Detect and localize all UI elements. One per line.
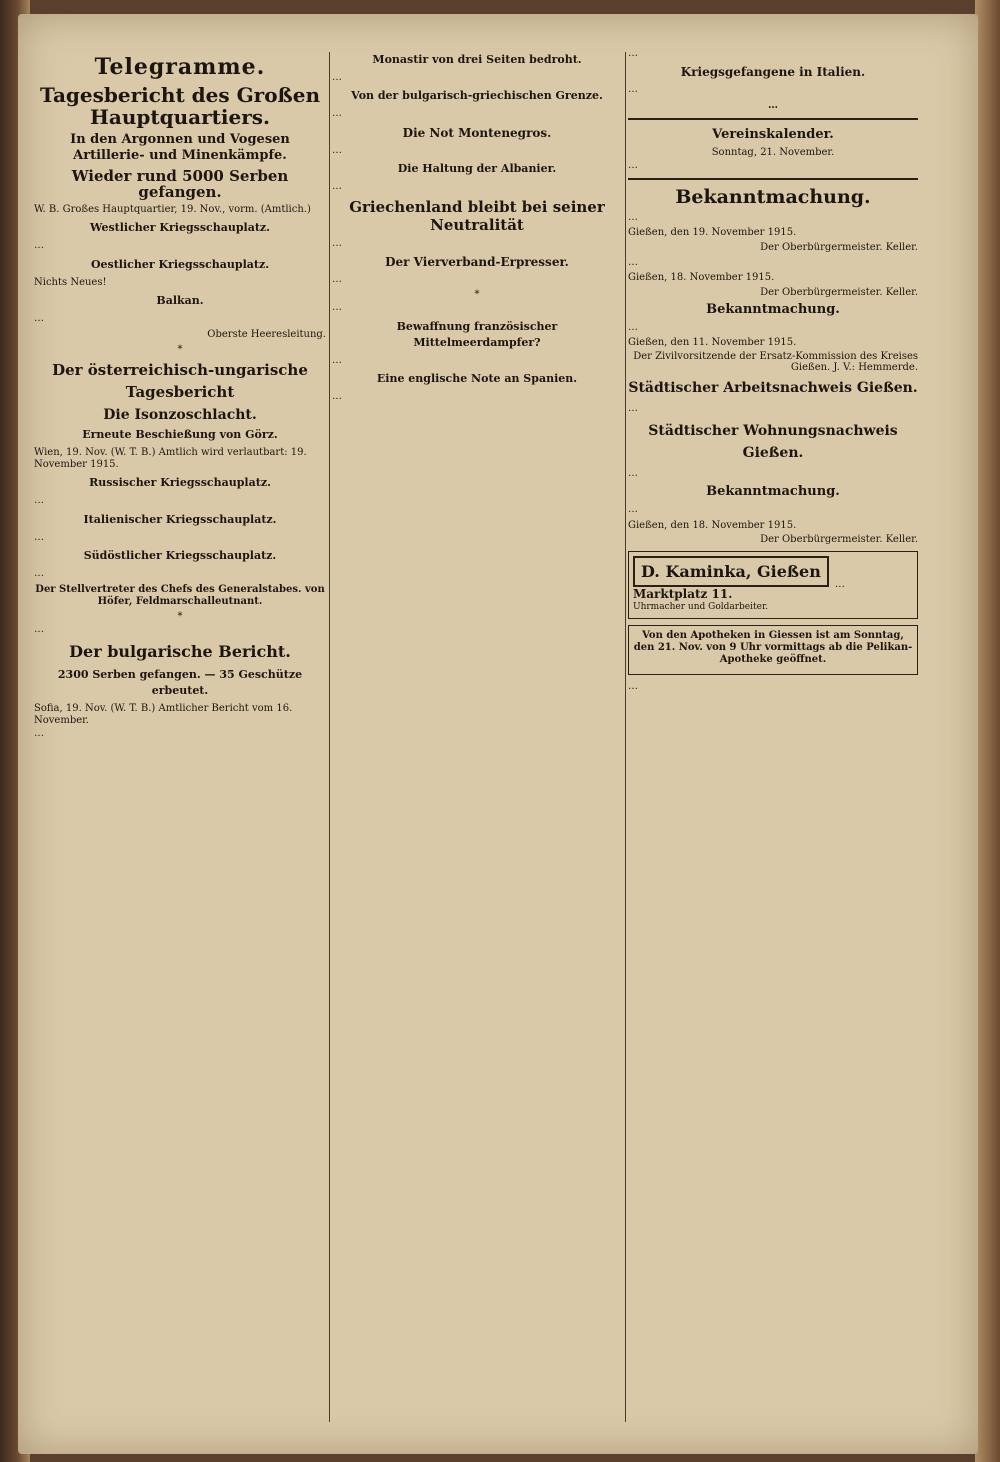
- section-heading: Oestlicher Kriegsschauplatz.: [90, 257, 270, 271]
- article-heading: Monastir von drei Seiten bedroht.: [372, 53, 582, 66]
- article-text: …: [34, 531, 44, 543]
- section-title: Der österreichisch-ungarische Tagesbericht: [52, 360, 308, 401]
- column-3: [628, 48, 918, 1428]
- article-text: …: [332, 274, 342, 286]
- dateline: Wien, 19. Nov. (W. T. B.) Amtlich wird verlautbart: 19. November 1915.: [34, 446, 307, 471]
- subheadline: In den Argonnen und Vogesen Artillerie- und Minenkämpfe.: [70, 132, 290, 163]
- shop-trade: Uhrmacher und Goldarbeiter.: [633, 602, 769, 613]
- article-heading: Von der bulgarisch-griechischen Grenze.: [351, 89, 603, 103]
- ad-date: Sonntag, 21. November.: [711, 147, 835, 159]
- notice-title: Städtischer Arbeitsnachweis Gießen.: [628, 380, 918, 397]
- column-1: [34, 48, 326, 1428]
- notice-text: …: [628, 321, 638, 333]
- section-heading: Westlicher Kriegsschauplatz.: [90, 221, 270, 235]
- ad-title: Vereinskalender.: [712, 127, 834, 143]
- column-2: [332, 48, 622, 1428]
- article-text: …: [34, 624, 44, 636]
- section-lead: Erneute Beschießung von Görz.: [82, 427, 278, 441]
- article-heading: Die Haltung der Albanier.: [397, 162, 557, 176]
- vereinskalender: [628, 118, 918, 180]
- article-text: …: [34, 568, 44, 580]
- kaminka-advertisement: [628, 551, 918, 618]
- notice-signature: Der Oberbürgermeister. Keller.: [760, 241, 918, 253]
- section-lead: 2300 Serben gefangen. — 35 Geschütze erbeutet.: [57, 667, 303, 697]
- separator-star: *: [177, 343, 183, 355]
- notice-date: Gießen, den 18. November 1915.: [628, 519, 797, 531]
- separator-star: *: [474, 289, 480, 301]
- notice-date: Gießen, den 19. November 1915.: [628, 227, 797, 239]
- article-text: …: [332, 302, 342, 314]
- article-text: …: [332, 144, 342, 156]
- section-heading: Südöstlicher Kriegsschauplatz.: [83, 549, 277, 563]
- shop-address: Marktplatz 11.: [633, 587, 733, 602]
- article-text: …: [34, 495, 44, 507]
- article-text: …: [332, 181, 342, 193]
- notice-signature: Der Oberbürgermeister. Keller.: [760, 286, 918, 298]
- notice-title: Städtischer Wohnungsnachweis Gießen.: [648, 422, 898, 461]
- page-edge: [975, 0, 1000, 1462]
- masthead: Telegramme.: [94, 54, 266, 80]
- dateline: Sofia, 19. Nov. (W. T. B.) Amtlicher Bericht vom 16. November.: [34, 702, 293, 727]
- apotheken-notice: [628, 625, 918, 675]
- article-text: …: [332, 108, 342, 120]
- imprint: …: [768, 99, 778, 111]
- article-heading: Griechenland bleibt bei seiner Neutralität: [349, 197, 605, 234]
- section-title: Der bulgarische Bericht.: [69, 641, 291, 661]
- lead: Wieder rund 5000 Serben gefangen.: [71, 167, 289, 201]
- notice-text: …: [628, 212, 638, 224]
- section-heading: Italienischer Kriegsschauplatz.: [83, 512, 277, 526]
- notice-text: …: [628, 504, 638, 516]
- notice-text: …: [628, 256, 638, 268]
- signature: Oberste Heeresleitung.: [207, 328, 326, 340]
- article-text: …: [34, 727, 44, 739]
- notice-signature: Der Zivilvorsitzende der Ersatz-Kommission des Kreises Gießen. J. V.: Hemmerde.: [633, 351, 918, 374]
- signature: Der Stellvertreter des Chefs des Generalstabes. von Höfer, Feldmarschalleutnant.: [35, 583, 325, 608]
- notice-signature: Der Oberbürgermeister. Keller.: [760, 534, 918, 546]
- article-text: …: [628, 48, 638, 59]
- article-text: …: [332, 354, 342, 366]
- apotheke-text: Von den Apotheken in Giessen ist am Sonntag, den 21. Nov. von 9 Uhr vormittags ab die Pelikan-Apotheke geöffnet.: [633, 629, 913, 666]
- article-text: …: [332, 72, 342, 83]
- notice-text: …: [628, 403, 638, 415]
- article-heading: Eine englische Note an Spanien.: [376, 372, 578, 386]
- article-text: …: [332, 237, 342, 249]
- article-text: Nichts Neues!: [34, 276, 107, 288]
- column-rule: [329, 52, 330, 1422]
- article-text: …: [332, 391, 342, 403]
- article-heading: Die Not Montenegros.: [402, 125, 552, 140]
- article-text: …: [628, 84, 638, 96]
- section-subtitle: Die Isonzoschlacht.: [103, 406, 257, 423]
- notice-text: …: [628, 467, 638, 479]
- dateline: W. B. Großes Hauptquartier, 19. Nov., vorm. (Amtlich.): [34, 204, 311, 215]
- article-text: …: [34, 313, 44, 325]
- article-heading: Bewaffnung französischer Mittelmeerdampfer?: [396, 319, 558, 349]
- notice-title: Bekanntmachung.: [706, 484, 840, 500]
- headline: Tagesbericht des Großen Hauptquartiers.: [39, 83, 320, 129]
- separator-star: *: [177, 611, 183, 623]
- article-heading: Kriegsgefangene in Italien.: [680, 65, 866, 80]
- ad-text: …: [628, 159, 638, 171]
- notice-date: Gießen, 18. November 1915.: [628, 272, 775, 284]
- section-heading: Balkan.: [156, 294, 204, 308]
- article-heading: Der Vierverband-Erpresser.: [385, 255, 569, 270]
- section-heading: Russischer Kriegsschauplatz.: [89, 476, 271, 490]
- shop-name: D. Kaminka, Gießen: [633, 556, 829, 587]
- notice-date: Gießen, den 11. November 1915.: [628, 337, 797, 349]
- notice-title: Bekanntmachung.: [706, 301, 840, 317]
- notice-title: Bekanntmachung.: [675, 186, 871, 209]
- death-notices: …: [628, 680, 638, 692]
- article-text: …: [34, 240, 44, 252]
- shop-text: …: [834, 578, 845, 590]
- column-rule: [625, 52, 626, 1422]
